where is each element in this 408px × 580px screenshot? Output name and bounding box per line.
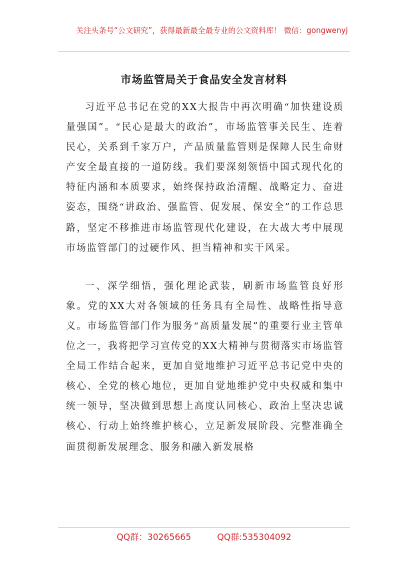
qq-group-1: QQ群：30265665 bbox=[116, 533, 192, 543]
document-body bbox=[66, 98, 344, 467]
header-divider bbox=[58, 51, 350, 52]
paragraph-intro: 习近平总书记在党的XX大报告中再次明确“加快建设质量强国”。“民心是最大的政治”，市场监管事关民生、连着民心，关系到千家万户，产品质量监管则是保障人民生命财产安全最直接的一道防线。我们要深刻领悟中国式现代化的特征内涵和本质要求，始终保持政治清醒、战略定力、奋进姿态，围绕“讲政治、强监管、促发展、保安全”的工作总思路，坚定不移推进市场监管现代化建设，在大战大考中展现市场监管部门的过硬作风、担当精神和实干风采。 bbox=[66, 102, 344, 254]
qq-group-2: QQ群:535304092 bbox=[217, 533, 292, 543]
promo-header: 关注头条号“公文研究”，获得最新最全最专业的公文资料库！ 微信：gongwenyj bbox=[76, 26, 348, 35]
document-title: 市场监管局关于食品安全发言材料 bbox=[120, 74, 288, 86]
footer-divider bbox=[58, 527, 350, 528]
footer-qq-groups bbox=[0, 531, 408, 543]
paragraph-section-one: 一、深学细悟，强化理论武装，刷新市场监管良好形象。党的XX大对各领域的任务具有全局性、战略性指导意义。市场监管部门作为服务“高质量发展”的重要行业主管单位之一，我将把学习宣传党的XX大精神与贯彻落实市场监管全局工作结合起来，更加自觉地维护习近平总书记党中央的核心、全党的核心地位，更加自觉地维护党中央权威和集中统一领导，坚决做到思想上高度认同核心、政治上坚决忠诚核心、行动上始终维护核心，立足新发展阶段、完整准确全面贯彻新发展理念、服务和融入新发展格 bbox=[66, 280, 344, 453]
